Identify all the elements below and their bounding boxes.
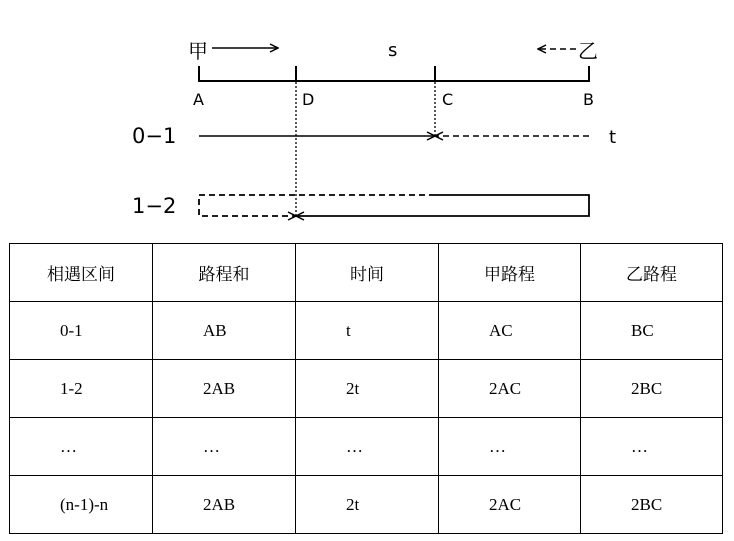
- table-row: [10, 476, 723, 534]
- point-a-label: A: [193, 90, 204, 109]
- cell-time: t: [346, 320, 351, 340]
- cell-a-distance: 2AC: [489, 378, 522, 398]
- walker-a-path-1-2: [199, 195, 435, 216]
- cell-time: …: [346, 436, 363, 456]
- cell-b-distance: 2BC: [631, 494, 663, 514]
- cell-total-distance: AB: [203, 320, 227, 340]
- point-b-label: B: [583, 90, 594, 109]
- table-row: [10, 302, 723, 360]
- interval-1-2-label: 1−2: [132, 194, 177, 218]
- cell-interval: 1-2: [60, 378, 83, 398]
- cell-total-distance: …: [203, 436, 220, 456]
- cell-interval: …: [60, 436, 77, 456]
- cell-total-distance: 2AB: [203, 494, 236, 514]
- walker-b-path-1-2: [296, 195, 589, 216]
- cell-interval: (n-1)-n: [60, 494, 109, 514]
- header-a-distance: 甲路程: [439, 244, 581, 302]
- meeting-table: [9, 243, 723, 534]
- cell-a-distance: AC: [489, 320, 513, 340]
- header-meeting-interval: 相遇区间: [10, 244, 153, 302]
- walker-b-label: 乙: [578, 39, 598, 63]
- cell-a-distance: 2AC: [489, 494, 522, 514]
- cell-a-distance: …: [489, 436, 506, 456]
- walker-a-label: 甲: [188, 39, 208, 63]
- table-row: [10, 360, 723, 418]
- header-total-distance: 路程和: [153, 244, 296, 302]
- interval-0-1-label: 0−1: [132, 124, 177, 148]
- time-label: t: [609, 127, 617, 148]
- cell-b-distance: 2BC: [631, 378, 663, 398]
- header-time: 时间: [296, 244, 439, 302]
- cell-interval: 0-1: [60, 320, 83, 340]
- distance-label: s: [388, 40, 398, 61]
- header-b-distance: 乙路程: [581, 244, 723, 302]
- table-row: [10, 418, 723, 476]
- cell-time: 2t: [346, 378, 360, 398]
- meeting-diagram: [0, 0, 734, 240]
- point-d-label: D: [302, 90, 315, 109]
- cell-b-distance: BC: [631, 320, 654, 340]
- cell-total-distance: 2AB: [203, 378, 236, 398]
- cell-time: 2t: [346, 494, 360, 514]
- point-c-label: C: [442, 90, 454, 109]
- cell-b-distance: …: [631, 436, 648, 456]
- table-header-row: [10, 244, 723, 302]
